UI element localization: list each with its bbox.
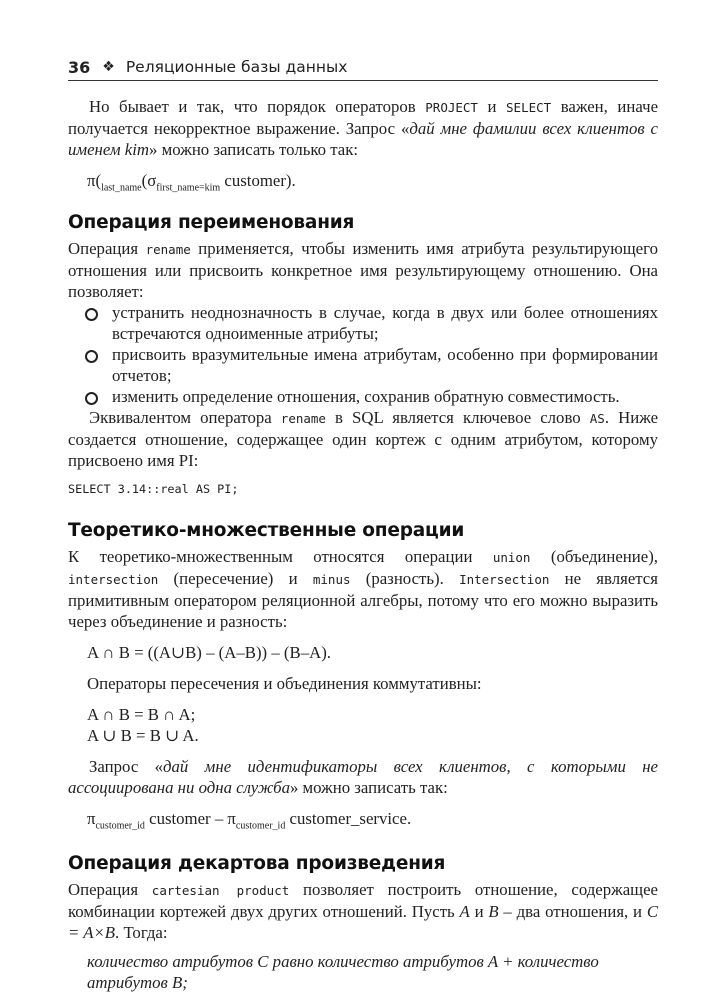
list-item: присвоить вразумительные имена атрибутам, особенно при формировании отчетов; xyxy=(68,344,658,386)
running-header xyxy=(68,54,658,81)
list-item: изменить определение отношения, сохранив обратную совместимость. xyxy=(68,386,658,407)
formula-customer-minus: $\pi_{customer\_id}$ customer – $\pi_{customer\_id}$ customer_service. xyxy=(87,809,412,832)
paragraph-rename-sql: Эквивалентом оператора rename в SQL является ключевое слово AS. Ниже создается отношение, содержащее один кортеж с одним атрибутом, которому присвоено имя PI: xyxy=(68,408,659,471)
rename-bullet-list xyxy=(68,302,658,407)
heading-cartesian-product: Операция декартова произведения xyxy=(68,852,446,874)
paragraph-set-operations: К теоретико-множественным относятся операции union (объединение), intersection (пересечение) и minus (разность). Intersection не является примитивным оператором реляционной алгебры, потому что его можно выразить через объединение и разность: xyxy=(68,547,658,632)
paragraph-attribute-count: количество атрибутов C равно количество атрибутов A + количество атрибутов B; xyxy=(87,951,599,992)
running-title: Реляционные базы данных xyxy=(125,58,348,76)
heading-rename: Операция переименования xyxy=(68,212,355,234)
page-number: 36 xyxy=(68,57,91,77)
circle-bullet-icon xyxy=(85,308,98,321)
formula-commutative-union: A ∪ B = B ∪ A. xyxy=(87,726,199,746)
paragraph-cartesian: Операция cartesian product позволяет построить отношение, содержащее комбинации кортежей двух других отношений. Пусть A и B – два отношения, и C = A×B. Тогда: xyxy=(68,879,659,942)
formula-commutative-intersection: A ∩ B = B ∩ A; xyxy=(87,705,196,725)
circle-bullet-icon xyxy=(85,350,98,363)
paragraph-query-customers: Запрос «дай мне идентификаторы всех клиентов, с которыми не ассоциирована ни одна служба» можно записать так: xyxy=(68,757,658,798)
code-select-pi: SELECT 3.14::real AS PI; xyxy=(68,482,239,497)
formula-intersection: A ∩ B = ((A∪B) – (A–B)) – (B–A). xyxy=(87,643,331,663)
circle-bullet-icon xyxy=(85,392,98,405)
commutative-text: Операторы пересечения и объединения коммутативны: xyxy=(87,674,482,694)
fleuron-icon: ❖ xyxy=(102,59,115,75)
heading-set-operations: Теоретико-множественные операции xyxy=(68,520,465,542)
paragraph-rename-intro: Операция rename применяется, чтобы изменить имя атрибута результирующего отношения или присвоить конкретное имя результирующему отношению. Она позволяет: xyxy=(68,239,658,302)
list-item: устранить неоднозначность в случае, когда в двух или более отношениях встречаются одноименные атрибуты; xyxy=(68,302,658,344)
formula-project-select: $\pi(_{last\_name}(\sigma_{first\_name=kim}$ customer). xyxy=(87,171,296,194)
paragraph-order-matters: Но бывает и так, что порядок операторов PROJECT и SELECT важен, иначе получается некорректное выражение. Запрос «дай мне фамилии всех клиентов с именем kim» можно записать только так: xyxy=(68,97,659,159)
book-page xyxy=(68,54,658,993)
